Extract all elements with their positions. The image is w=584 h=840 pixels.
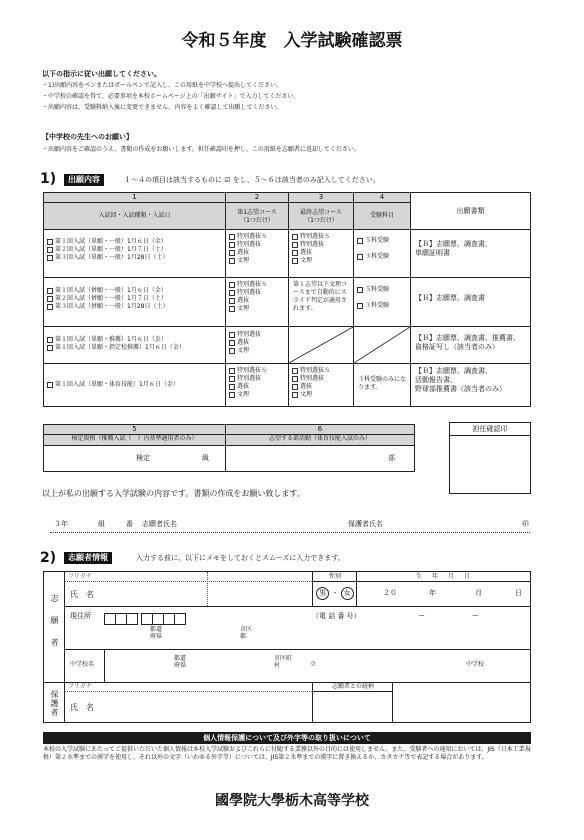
section1-badge: 出願内容 — [64, 174, 104, 186]
application-table — [43, 192, 531, 416]
guardian-furigana-divider — [64, 691, 312, 692]
col-header-subjects: 受験科目 — [353, 202, 411, 230]
school-top-divider — [64, 649, 530, 650]
qualification-grade-label: 級 — [202, 454, 209, 462]
col-number-4: 4 — [353, 192, 411, 203]
course-option[interactable] — [229, 367, 288, 375]
course-option[interactable] — [229, 241, 288, 249]
col-number-2: 2 — [225, 192, 289, 203]
applicant-info-form — [43, 571, 531, 723]
course-label: 特別選抜 — [300, 375, 325, 382]
course-label: 文理 — [237, 347, 250, 354]
row3-final-course-na — [288, 326, 354, 364]
school-suffix-label: 中学校 — [466, 661, 485, 668]
col-header-exam: 入試回・入試種類・入試日 — [43, 202, 226, 230]
course-label: 選抜 — [237, 339, 250, 346]
subject-option[interactable] — [357, 237, 410, 245]
number-label: 番 — [126, 520, 133, 528]
course-option[interactable] — [229, 257, 288, 265]
guardian-furigana-label: フリガナ — [68, 683, 92, 690]
school-city-label-b: 村 — [274, 662, 281, 669]
course-option[interactable] — [292, 375, 353, 383]
prefecture-label-a: 都道 — [150, 626, 163, 633]
furigana-label: フリガナ — [68, 573, 92, 580]
first-course-label: 第1志望コース — [237, 209, 277, 216]
section2-badge: 志願者情報 — [64, 552, 112, 564]
birth-date-cell[interactable] — [356, 572, 531, 606]
exam-option[interactable] — [47, 246, 225, 254]
course-option[interactable] — [292, 233, 353, 241]
row4-first-course — [225, 363, 289, 407]
course-label: 特別選抜Ｓ — [300, 233, 331, 240]
course-label: 文理 — [237, 305, 250, 312]
birth-day-label: 日 — [515, 589, 522, 597]
course-option[interactable] — [292, 367, 353, 375]
course-label: 特別選抜 — [237, 241, 262, 248]
course-label: 文理 — [300, 257, 313, 264]
exam-label: 第２回入試（単願・一般）1月７日（土） — [55, 246, 167, 253]
page-title: 令和５年度 入学試験確認票 — [181, 31, 403, 51]
exam-label: 第１回入試（単願・推薦）1月６日（金） — [55, 336, 167, 343]
exam-label: 第３回入試（単願・一般）1月28日（土） — [55, 254, 169, 261]
row2-subjects — [353, 277, 411, 327]
course-option[interactable] — [292, 383, 353, 391]
course-option[interactable] — [229, 305, 288, 313]
birth-date-label: 生 年 月 日 — [357, 572, 531, 582]
instruction-line-3: ・出願内容は、受験料納入後に変更できません。内容をよく確認して出願してください。 — [42, 104, 283, 111]
address-label: 現住所 — [70, 612, 91, 620]
na-diagonal — [354, 327, 410, 363]
row1-first-course — [225, 229, 289, 278]
applicant-side-label: 志願者 — [44, 572, 65, 682]
gender-female-option[interactable]: 女 — [341, 587, 354, 600]
row2-exams — [43, 277, 226, 327]
phone-dash-2: ー — [472, 612, 479, 620]
teacher-stamp-box[interactable] — [449, 422, 531, 494]
col-number-3: 3 — [288, 192, 354, 203]
col-header-first-course — [225, 202, 289, 230]
course-label: 文理 — [237, 391, 250, 398]
exam-label: 第２回入試（併願・一般）1月７日（土） — [55, 295, 167, 302]
school-city-label-a: 市区町 — [274, 655, 293, 662]
course-label: 特別選抜Ｓ — [237, 233, 268, 240]
first-course-note: （1つだけ） — [240, 217, 274, 224]
birth-era: ２０ — [383, 589, 397, 597]
section1-instruction: １～４の項目は該当するものに ☑ をし、５～６は該当者のみ記入してください。 — [124, 176, 380, 184]
row3-subjects-na — [353, 326, 411, 364]
course-option[interactable] — [229, 391, 288, 399]
guardian-name-input[interactable] — [104, 694, 312, 720]
course-label: 特別選抜 — [237, 289, 262, 296]
course-option[interactable] — [229, 375, 288, 383]
club-field[interactable] — [225, 445, 415, 472]
course-option[interactable] — [229, 331, 288, 339]
exam-label: 第３回入試（併願・一般）1月28日（土） — [55, 303, 169, 310]
stamp-label: 担任確認印 — [450, 423, 530, 436]
na-diagonal — [289, 327, 353, 363]
gender-male-option[interactable]: 男 — [316, 587, 329, 600]
instructions-heading: 以下の指示に従い出願してください。 — [42, 70, 161, 78]
subject-label: ５科受験 — [365, 286, 390, 293]
row4-subject-note: ３科受験のみになります。 — [353, 363, 411, 407]
course-label: 文理 — [237, 257, 250, 264]
row2-first-course — [225, 277, 289, 327]
school-prefecture-label-b: 府県 — [174, 662, 187, 669]
course-option[interactable] — [229, 347, 288, 355]
subject-option[interactable] — [357, 302, 410, 310]
teacher-note-line: ・出願内容をご確認のうえ、書類の作成をお願いします。担任確認印を押し、この用紙を志願者に返却してください。 — [42, 146, 360, 153]
address-top-divider — [64, 606, 530, 607]
prefecture-label-b: 府県 — [150, 633, 163, 640]
exam-option[interactable] — [47, 381, 225, 389]
relation-label: 志願者との続柄 — [313, 682, 393, 692]
extra-info-table — [43, 424, 415, 472]
qualification-header: 検定資格（推薦入試（ ）内基準適用者のみ） — [43, 434, 226, 446]
city-label-a: 市区 — [240, 626, 253, 633]
instruction-line-2: ・中学校の確認を得て、必要事項を本校ホームページ上の「出願サイト」で入力してください。 — [42, 93, 300, 100]
name-label: 氏 名 — [70, 590, 94, 599]
applicant-name-label: 志願者氏名 — [142, 520, 177, 528]
gender-label: 性別 — [313, 572, 357, 582]
row1-exams — [43, 229, 226, 278]
row1-documents: 【Ｂ】志願票、調査書、 単願証明書 — [410, 229, 531, 278]
exam-label: 第１回入試（単願・体育技能）1月６日（金） — [55, 381, 179, 388]
course-option[interactable] — [292, 249, 353, 257]
row3-documents: 【Ｂ】志願票、調査書、推薦書、 資格証写し（該当者のみ） — [410, 326, 531, 364]
course-label: 特別選抜 — [237, 375, 262, 382]
signature-line[interactable] — [50, 518, 530, 533]
col-header-documents: 出願書類 — [410, 192, 531, 230]
subject-option[interactable] — [357, 253, 410, 261]
row3-first-course — [225, 326, 289, 364]
course-label: 特別選抜 — [237, 331, 262, 338]
subject-label: ３科受験 — [365, 302, 390, 309]
exam-option[interactable] — [47, 336, 225, 344]
exam-label: 第１回入試（併願・一般）1月６日（金） — [55, 287, 167, 294]
section1-number: 1) — [40, 171, 57, 187]
city-label-b: 郡 — [240, 633, 247, 640]
phone-label: （電 話 番 号） — [312, 612, 361, 620]
club-header: 志望する部活動（体育技能入試のみ） — [225, 434, 415, 446]
guardian-name-label: 保護者氏名 — [348, 520, 383, 528]
subject-label: ３科受験 — [365, 253, 390, 260]
subject-label: ５科受験 — [365, 237, 390, 244]
exam-label: 第１回入試（単願・一般）1月６日（金） — [55, 238, 167, 245]
row1-subjects — [353, 229, 411, 278]
final-course-note: （1つだけ） — [304, 217, 338, 224]
exam-option[interactable] — [47, 238, 225, 246]
school-name-label: 中学校名 — [70, 661, 95, 668]
col-number-1: 1 — [43, 192, 226, 203]
course-label: 選抜 — [300, 249, 313, 256]
teacher-note-heading: 【中学校の先生へのお願い】 — [42, 133, 133, 141]
row4-exams — [43, 363, 226, 407]
row4-final-course — [288, 363, 354, 407]
course-label: 特別選抜 — [300, 241, 325, 248]
school-name: 國學院大學栃木高等学校 — [215, 793, 369, 809]
qualification-kentei-label: 検定 — [136, 454, 150, 462]
furigana-divider — [64, 581, 312, 582]
relation-cell[interactable] — [312, 682, 393, 722]
course-label: 選抜 — [300, 383, 313, 390]
col-number-5: 5 — [43, 424, 226, 435]
row4-documents: 【Ｂ】志願票、調査書、 活動報告書、 野球部推薦書（該当者のみ） — [410, 363, 531, 407]
postal-code-input[interactable]: - — [104, 610, 186, 629]
section2-instruction: 入力する前に、以下にメモをしておくとスムーズに入力できます。 — [136, 554, 345, 562]
instruction-line-1: ・1)出願内容をペンまたはボールペンで記入し、この用紙を中学校へ提出してください。 — [42, 82, 283, 89]
privacy-heading: 個人情報保護について及び外字等の取り扱いについて — [43, 732, 531, 744]
exam-option[interactable] — [47, 344, 225, 352]
privacy-text: 本校の入学試験にあたってご提供いただいた個人情報は本校入学試験およびこれらに付随する業務以外の目的には使用しません。また、受験者への通知においては、JIS（日本工業規格）第２水準までの漢字を使用し、それ以外の文字（いわゆる外字等）については、JIS第２水準までの漢字に置き換えるか、カタカナ等で表記する場合があります。 — [43, 746, 531, 761]
course-option[interactable] — [229, 297, 288, 305]
exam-option[interactable] — [47, 287, 225, 295]
course-option[interactable] — [229, 281, 288, 289]
guardian-side-label: 保護者 — [44, 682, 65, 723]
declaration-text: 以上が私の出願する入学試験の内容です。書類の作成をお願い致します。 — [42, 489, 305, 498]
club-suffix: 部 — [388, 454, 395, 462]
row2-slide-note: 第１志望以下文理コースまで自動的にスライド判定が適用されます。 — [288, 277, 354, 327]
row3-exams — [43, 326, 226, 364]
exam-option[interactable] — [47, 254, 225, 262]
course-label: 文理 — [300, 391, 313, 398]
course-label: 選抜 — [237, 383, 250, 390]
birth-year-label: 年 — [429, 589, 436, 597]
exam-option[interactable] — [47, 295, 225, 303]
school-name-input[interactable] — [106, 652, 526, 680]
col-number-6: 6 — [225, 424, 415, 435]
course-option[interactable] — [229, 383, 288, 391]
row2-documents: 【Ｂ】志願票、調査書 — [410, 277, 531, 327]
guardian-top-divider — [64, 682, 530, 683]
course-label: 選抜 — [237, 249, 250, 256]
course-label: 特別選抜Ｓ — [237, 281, 268, 288]
course-option[interactable] — [292, 257, 353, 265]
section2-number: 2) — [40, 550, 57, 566]
gender-cell: 性別 男 ・ 女 — [312, 572, 357, 606]
address-input[interactable] — [104, 622, 524, 646]
relation-right-divider — [392, 682, 393, 722]
furigana-input[interactable] — [104, 573, 312, 581]
subject-option[interactable] — [357, 286, 410, 294]
exam-option[interactable] — [47, 303, 225, 311]
course-label: 特別選抜Ｓ — [237, 367, 268, 374]
course-option[interactable] — [292, 241, 353, 249]
school-label-divider — [104, 649, 105, 682]
course-label: 特別選抜Ｓ — [300, 367, 331, 374]
class-label: 組 — [98, 520, 105, 528]
guardian-name-label: 氏 名 — [70, 703, 94, 712]
final-course-label: 最終志望コース — [300, 209, 342, 216]
course-label: 選抜 — [237, 297, 250, 304]
course-option[interactable] — [229, 339, 288, 347]
phone-dash-1: ー — [418, 612, 425, 620]
applicant-name-input[interactable] — [104, 584, 312, 604]
row1-final-course — [288, 229, 354, 278]
exam-label: 第１回入試（単願・指定校推薦）1月６日（金） — [55, 344, 185, 351]
course-option[interactable] — [292, 391, 353, 399]
course-option[interactable] — [229, 249, 288, 257]
grade-label: ３年 — [54, 520, 68, 528]
ritsu-label: 立 — [310, 661, 317, 668]
col-header-final-course — [288, 202, 354, 230]
qualification-field[interactable] — [43, 445, 226, 472]
course-option[interactable] — [229, 233, 288, 241]
course-option[interactable] — [229, 289, 288, 297]
birth-month-label: 月 — [475, 589, 482, 597]
seal-icon: ㊞ — [522, 520, 529, 528]
school-prefecture-label-a: 都道 — [174, 655, 187, 662]
